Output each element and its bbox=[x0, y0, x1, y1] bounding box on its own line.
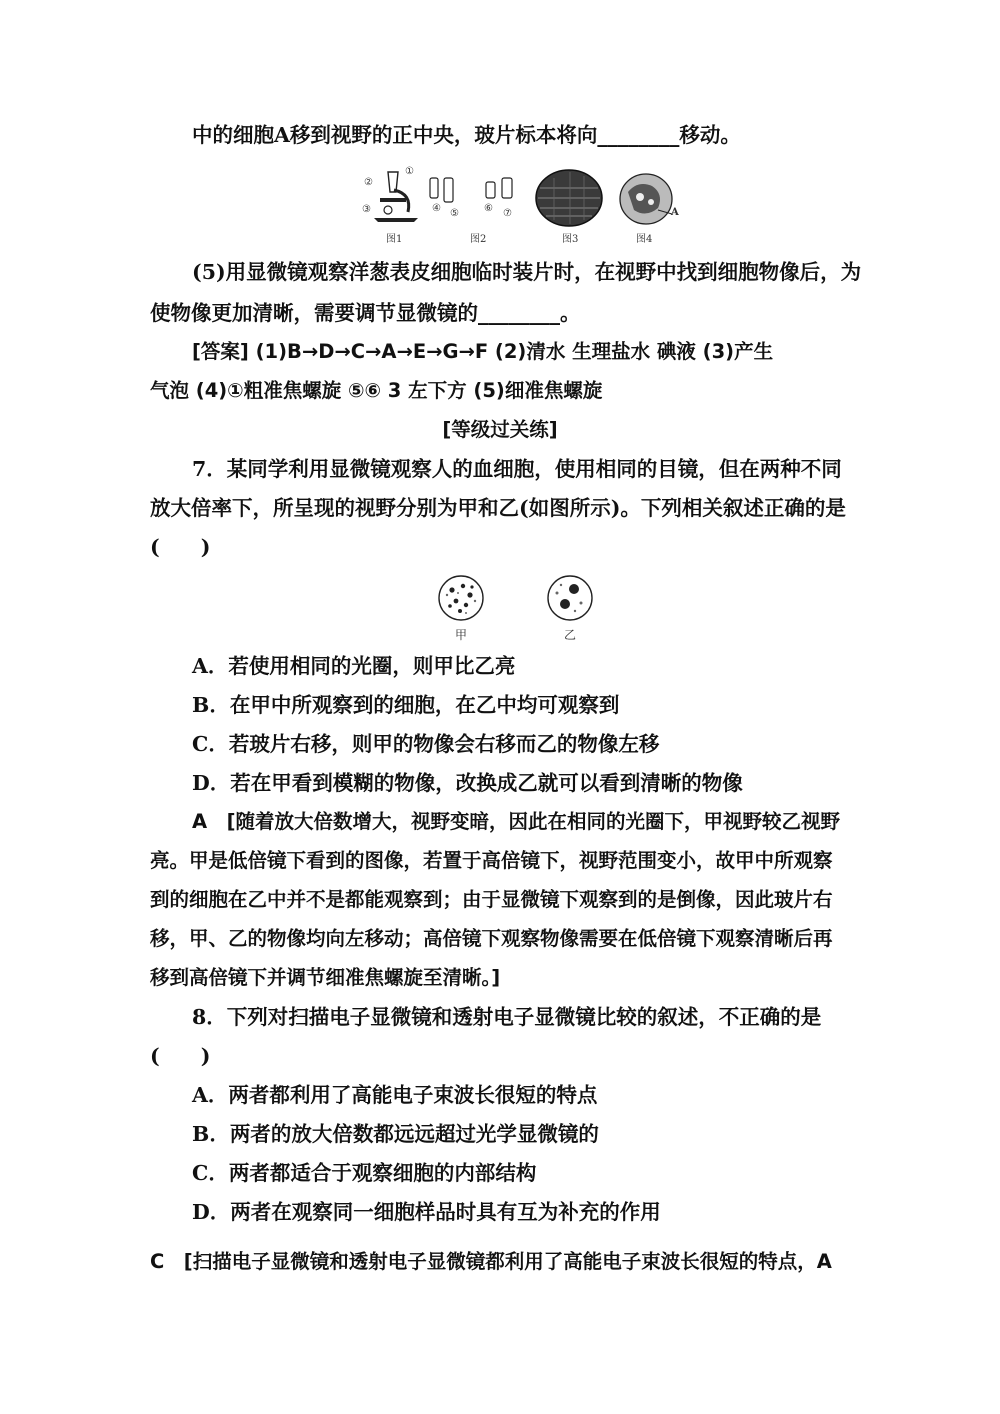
num-label: ① bbox=[405, 166, 414, 177]
section-title: [等级过关练] bbox=[442, 418, 558, 441]
q7-answer-line2: 亮。甲是低倍镜下看到的图像，若置于高倍镜下，视野范围变小，故甲中所观察 bbox=[150, 849, 833, 872]
field-jia bbox=[436, 573, 486, 623]
q6-part5-line1: (5)用显微镜观察洋葱表皮细胞临时装片时，在视野中找到细胞物像后，为 bbox=[192, 260, 862, 284]
q6-part5-line2: 使物像更加清晰，需要调节显微镜的________。 bbox=[150, 301, 581, 325]
num-label: ⑦ bbox=[503, 208, 512, 219]
q6-answer-line1: [答案] (1)B→D→C→A→E→G→F (2)清水 生理盐水 碘液 (3)产生 bbox=[192, 340, 774, 363]
q8-stem-line1: 8．下列对扫描电子显微镜和透射电子显微镜比较的叙述，不正确的是 bbox=[192, 1005, 822, 1029]
label-yi: 乙 bbox=[564, 628, 577, 642]
num-label: ② bbox=[364, 177, 373, 188]
figure-caption: 图2 bbox=[470, 234, 487, 245]
q6-answer-line2: 气泡 (4)①粗准焦螺旋 ⑤⑥ 3 左下方 (5)细准焦螺旋 bbox=[150, 379, 603, 402]
field-yi bbox=[545, 573, 595, 623]
q7-option-d: D．若在甲看到模糊的物像，改换成乙就可以看到清晰的物像 bbox=[192, 771, 743, 795]
figure-caption: 图1 bbox=[386, 234, 403, 245]
num-label: ③ bbox=[362, 204, 371, 215]
q7-option-b: B．在甲中所观察到的细胞，在乙中均可观察到 bbox=[192, 693, 620, 717]
label-a: A bbox=[671, 207, 679, 218]
label-jia: 甲 bbox=[455, 628, 468, 642]
q8-option-a: A．两者都利用了高能电子束波长很短的特点 bbox=[192, 1083, 598, 1107]
num-label: ⑤ bbox=[450, 208, 459, 219]
q8-option-b: B．两者的放大倍数都远远超过光学显微镜的 bbox=[192, 1122, 599, 1146]
q7-answer-line1: A [随着放大倍数增大，视野变暗，因此在相同的光圈下，甲视野较乙视野 bbox=[192, 810, 841, 833]
q8-option-d: D．两者在观察同一细胞样品时具有互为补充的作用 bbox=[192, 1200, 661, 1224]
figure-caption: 图3 bbox=[562, 234, 579, 245]
figure-caption: 图4 bbox=[636, 234, 653, 245]
q6-text-line: 中的细胞A移到视野的正中央，玻片标本将向________移动。 bbox=[192, 123, 741, 147]
q7-answer-line4: 移，甲、乙的物像均向左移动；高倍镜下观察物像需要在低倍镜下观察清晰后再 bbox=[150, 927, 833, 950]
q7-stem-line1: 7．某同学利用显微镜观察人的血细胞，使用相同的目镜，但在两种不同 bbox=[192, 457, 842, 481]
q8-option-c: C．两者都适合于观察细胞的内部结构 bbox=[192, 1161, 537, 1185]
num-label: ④ bbox=[432, 203, 441, 214]
q7-answer-line5: 移到高倍镜下并调节细准焦螺旋至清晰。] bbox=[150, 966, 501, 989]
num-label: ⑥ bbox=[484, 203, 493, 214]
field-of-view-cells bbox=[618, 172, 678, 228]
lens-icons bbox=[428, 176, 528, 216]
q8-paren: ( ) bbox=[150, 1044, 211, 1068]
q8-answer-line1: C [扫描电子显微镜和透射电子显微镜都利用了高能电子束波长很短的特点，A bbox=[150, 1250, 832, 1273]
q7-stem-line2: 放大倍率下，所呈现的视野分别为甲和乙(如图所示)。下列相关叙述正确的是 bbox=[150, 496, 846, 520]
field-of-view-dark bbox=[534, 168, 604, 228]
q7-option-c: C．若玻片右移，则甲的物像会右移而乙的物像左移 bbox=[192, 732, 660, 756]
q7-option-a: A．若使用相同的光圈，则甲比乙亮 bbox=[192, 654, 516, 678]
q7-answer-line3: 到的细胞在乙中并不是都能观察到；由于显微镜下观察到的是倒像，因此玻片右 bbox=[150, 888, 833, 911]
q7-paren: ( ) bbox=[150, 535, 211, 559]
